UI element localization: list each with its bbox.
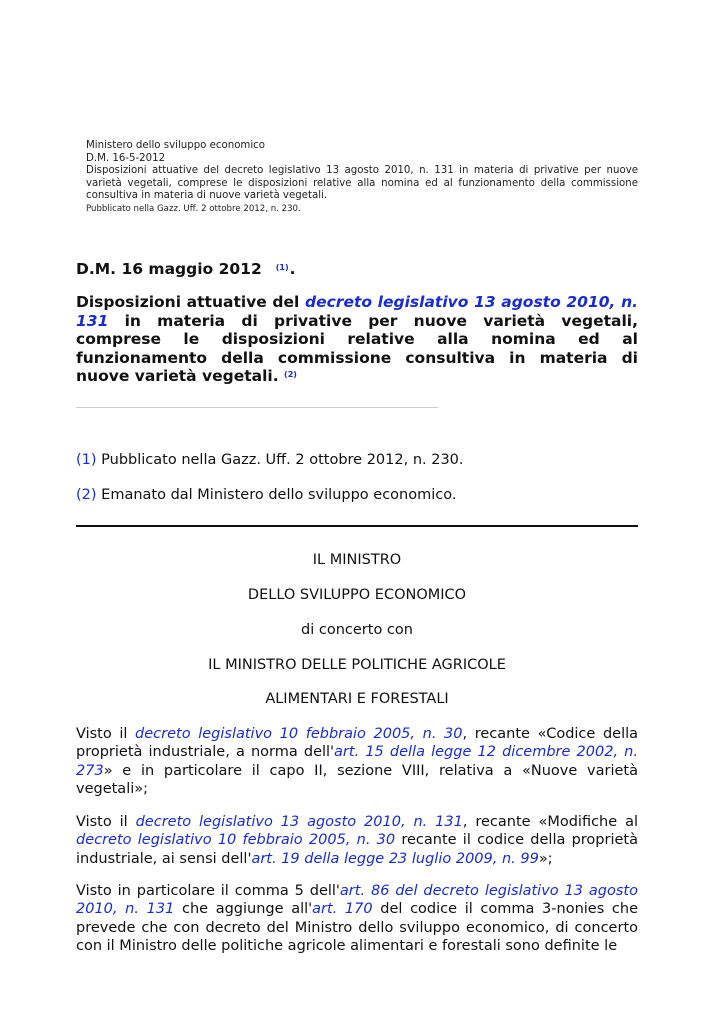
decree-title-end: . — [289, 260, 296, 278]
footnote-2-number[interactable]: (2) — [76, 487, 97, 503]
visto2-text-4: »; — [538, 850, 553, 867]
visto2-text-1: Visto il — [76, 814, 136, 830]
visto3-text-1: Visto in particolare il comma 5 dell' — [76, 883, 340, 899]
visto1-text-1: Visto il — [76, 726, 136, 742]
footnote-ref-2[interactable]: (2) — [284, 370, 297, 379]
header-publication: Pubblicato nella Gazz. Uff. 2 ottobre 2012, n. 230. — [86, 203, 301, 214]
footnote-1-number[interactable]: (1) — [76, 452, 97, 468]
visto2-text-3: recante il codice della proprietà industriale, ai sensi dell' — [76, 832, 638, 867]
visto2-text-2: , recante «Modifiche al — [462, 814, 638, 830]
visto-paragraph-2 — [76, 813, 638, 868]
visto1-text-2: , recante «Codice della proprietà industriale, a norma dell' — [76, 726, 639, 761]
footnote-1-text: Pubblicato nella Gazz. Uff. 2 ottobre 2012, n. 230. — [101, 452, 464, 468]
footnote-2-text: Emanato dal Ministero dello sviluppo economico. — [101, 487, 457, 503]
decree-heading — [76, 293, 638, 389]
decree-title-text: D.M. 16 maggio 2012 — [76, 260, 262, 278]
document-header — [86, 140, 638, 215]
preamble-line-5: ALIMENTARI E FORESTALI — [265, 691, 449, 707]
visto3-link-1[interactable]: art. 86 del decreto legislativo 13 agosto 2010, n. 131 — [76, 883, 638, 918]
visto3-link-2[interactable]: art. 170 — [312, 901, 373, 918]
visto1-link-1[interactable]: decreto legislativo 10 febbraio 2005, n. 30 — [135, 726, 463, 742]
visto-paragraph-3 — [76, 882, 638, 956]
heading-text-suffix: in materia di privative per nuove varietà vegetali, comprese le disposizioni relative alla nomina ed al funzionamento della commissione consultiva in materia di nuove varietà vegetali. — [76, 311, 638, 385]
visto2-link-3[interactable]: art. 19 della legge 23 luglio 2009, n. 99 — [251, 850, 539, 867]
footnote-2 — [76, 486, 456, 504]
visto1-text-3: » e in particolare il capo II, sezione VIII, relativa a «Nuove varietà vegetali»; — [76, 762, 638, 798]
preamble-line-1: IL MINISTRO — [312, 552, 402, 568]
header-description: Disposizioni attuative del decreto legislativo 13 agosto 2010, n. 131 in materia di privative per nuove varietà vegetali, comprese le disposizioni relative alla nomina ed al funzionamento della commissione consultiva in materia di nuove varietà vegetali. — [86, 165, 638, 201]
visto3-text-3: del codice il comma 3-nonies che prevede che con decreto del Ministro dello sviluppo economico, di concerto con il Ministro delle politiche agricole alimentari e forestali sono definite le — [76, 901, 638, 955]
footnote-1 — [76, 451, 464, 469]
decree-title — [76, 259, 296, 282]
visto2-link-2[interactable]: decreto legislativo 10 febbraio 2005, n. 30 — [76, 832, 396, 849]
heading-law-link[interactable]: decreto legislativo 13 agosto 2010, n. 131 — [76, 293, 638, 330]
ministry-name: Ministero dello sviluppo economico — [86, 140, 266, 151]
visto2-link-1[interactable]: decreto legislativo 13 agosto 2010, n. 131 — [135, 814, 463, 830]
preamble-line-2: DELLO SVILUPPO ECONOMICO — [247, 587, 467, 603]
section-divider — [76, 525, 638, 527]
preamble-line-4: IL MINISTRO DELLE POLITICHE AGRICOLE — [208, 657, 506, 673]
preamble-line-3: di concerto con — [301, 622, 413, 638]
visto1-link-2[interactable]: art. 15 della legge 12 dicembre 2002, n. 273 — [76, 744, 638, 779]
footnote-divider — [76, 407, 438, 408]
heading-text-prefix: Disposizioni attuative del — [76, 293, 306, 311]
visto3-text-2: che aggiunge all' — [174, 901, 313, 918]
footnote-ref-1[interactable]: (1) — [275, 263, 289, 272]
visto-paragraph-1 — [76, 725, 638, 799]
dm-date: D.M. 16-5-2012 — [86, 152, 166, 164]
